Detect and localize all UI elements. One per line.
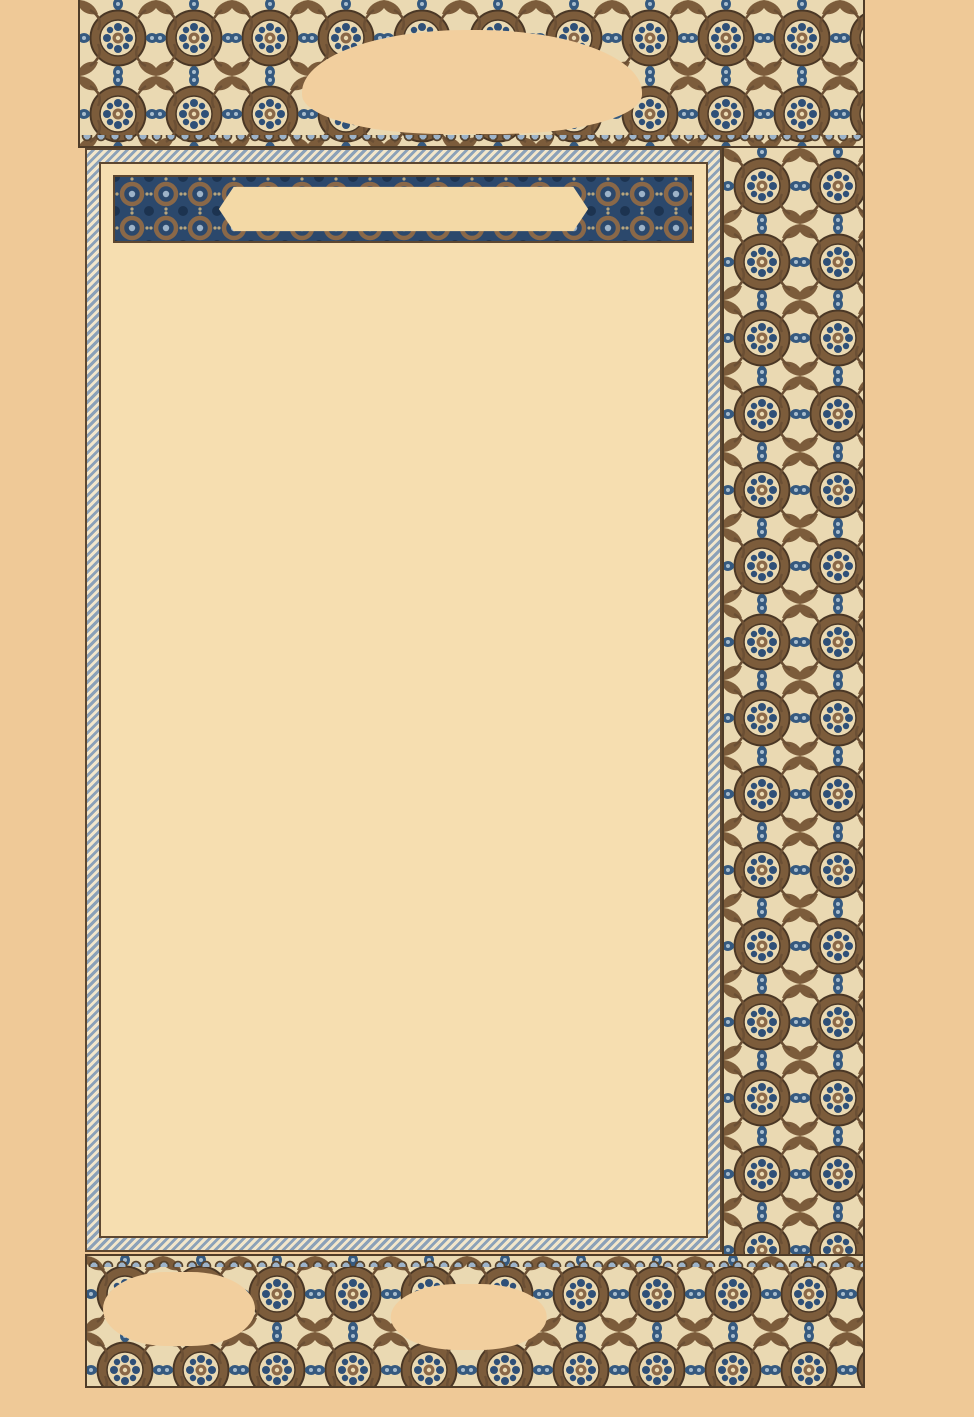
arabesque-pattern bbox=[724, 148, 863, 1254]
scallop-edge bbox=[87, 1256, 863, 1267]
surah-header-banner bbox=[113, 175, 694, 243]
bismillah-line bbox=[113, 250, 694, 332]
text-frame bbox=[85, 148, 722, 1252]
surah-banner-cartouche bbox=[219, 185, 588, 233]
right-ornament-band bbox=[722, 146, 865, 1256]
surah-banner-row bbox=[113, 168, 694, 250]
text-area bbox=[99, 162, 708, 1238]
bottom-ornament-band bbox=[85, 1254, 865, 1388]
scallop-edge bbox=[80, 135, 863, 146]
catchword-cartouche bbox=[103, 1272, 255, 1346]
page-number-cartouche bbox=[391, 1284, 547, 1350]
top-ornament-band bbox=[78, 0, 865, 148]
